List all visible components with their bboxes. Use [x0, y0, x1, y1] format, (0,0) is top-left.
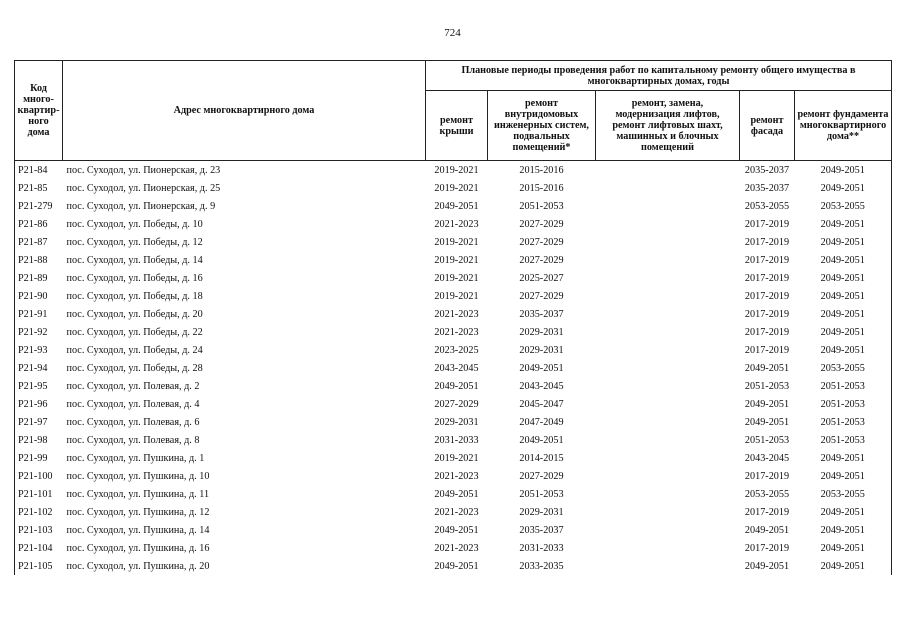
cell-facade-period: 2017-2019: [744, 542, 790, 554]
cell-facade-period: 2017-2019: [744, 344, 790, 356]
table-row: [15, 521, 892, 539]
cell-roof-period: 2049-2051: [434, 488, 479, 500]
cell-systems-period: 2049-2051: [519, 434, 564, 446]
cell-house-code: Р21-89: [15, 269, 63, 287]
cell-roof-period: 2043-2045: [434, 362, 479, 374]
cell-systems-period: 2029-2031: [519, 344, 564, 356]
cell-house-code: Р21-101: [15, 485, 63, 503]
cell-facade-period: 2017-2019: [744, 290, 790, 302]
cell-lifts-period: [596, 305, 740, 323]
cell-foundation-period: 2051-2053: [795, 413, 892, 431]
table-row: [15, 377, 892, 395]
header-facade-repair: ремонт фасада: [740, 91, 795, 161]
cell-roof-period: 2021-2023: [434, 542, 479, 554]
cell-address: пос. Суходол, ул. Победы, д. 10: [66, 218, 203, 230]
cell-facade-period: 2049-2051: [744, 524, 790, 536]
cell-lifts-period: [596, 161, 740, 180]
table-row: [15, 467, 892, 485]
table-row: [15, 233, 892, 251]
cell-address: пос. Суходол, ул. Победы, д. 20: [66, 308, 203, 320]
cell-lifts-period: [596, 197, 740, 215]
cell-facade-period: 2051-2053: [744, 380, 790, 392]
cell-lifts-period: [596, 215, 740, 233]
cell-foundation-period: 2049-2051: [795, 503, 892, 521]
cell-roof-period: 2019-2021: [434, 452, 479, 464]
cell-address: пос. Суходол, ул. Полевая, д. 8: [66, 434, 200, 446]
cell-lifts-period: [596, 467, 740, 485]
cell-facade-period: 2017-2019: [744, 326, 790, 338]
cell-systems-period: 2051-2053: [519, 488, 564, 500]
table-row: [15, 179, 892, 197]
cell-address: пос. Суходол, ул. Победы, д. 24: [66, 344, 203, 356]
cell-foundation-period: 2049-2051: [795, 323, 892, 341]
cell-house-code: Р21-88: [15, 251, 63, 269]
cell-systems-period: 2025-2027: [519, 272, 564, 284]
table-row: [15, 269, 892, 287]
cell-foundation-period: 2053-2055: [795, 359, 892, 377]
table-row: [15, 341, 892, 359]
cell-foundation-period: 2049-2051: [795, 449, 892, 467]
cell-house-code: Р21-105: [15, 557, 63, 575]
cell-house-code: Р21-279: [15, 197, 63, 215]
cell-house-code: Р21-96: [15, 395, 63, 413]
cell-facade-period: 2017-2019: [744, 218, 790, 230]
table-row: [15, 197, 892, 215]
table-header: [15, 61, 892, 161]
cell-house-code: Р21-100: [15, 467, 63, 485]
cell-facade-period: 2053-2055: [744, 200, 790, 212]
table-row: [15, 539, 892, 557]
cell-facade-period: 2049-2051: [744, 362, 790, 374]
cell-roof-period: 2027-2029: [434, 398, 479, 410]
table-row: [15, 485, 892, 503]
cell-address: пос. Суходол, ул. Пушкина, д. 16: [66, 542, 210, 554]
cell-lifts-period: [596, 395, 740, 413]
cell-house-code: Р21-98: [15, 431, 63, 449]
cell-facade-period: 2017-2019: [744, 506, 790, 518]
cell-house-code: Р21-84: [15, 161, 63, 180]
cell-lifts-period: [596, 341, 740, 359]
cell-roof-period: 2019-2021: [434, 182, 479, 194]
cell-address: пос. Суходол, ул. Пионерская, д. 25: [66, 182, 221, 194]
header-roof-repair: ремонт крыши: [426, 91, 488, 161]
table-row: [15, 287, 892, 305]
cell-foundation-period: 2049-2051: [795, 539, 892, 557]
cell-house-code: Р21-92: [15, 323, 63, 341]
table-row: [15, 503, 892, 521]
cell-house-code: Р21-87: [15, 233, 63, 251]
cell-lifts-period: [596, 539, 740, 557]
header-foundation-repair: ремонт фундамента многоквартирного дома**: [795, 91, 892, 161]
cell-address: пос. Суходол, ул. Победы, д. 28: [66, 362, 203, 374]
cell-systems-period: 2049-2051: [519, 362, 564, 374]
cell-foundation-period: 2053-2055: [795, 485, 892, 503]
cell-address: пос. Суходол, ул. Пионерская, д. 23: [66, 164, 221, 176]
cell-address: пос. Суходол, ул. Пушкина, д. 14: [66, 524, 210, 536]
table-row: [15, 359, 892, 377]
cell-house-code: Р21-93: [15, 341, 63, 359]
cell-foundation-period: 2051-2053: [795, 431, 892, 449]
table-row: [15, 449, 892, 467]
cell-foundation-period: 2049-2051: [795, 557, 892, 575]
cell-roof-period: 2031-2033: [434, 434, 479, 446]
cell-house-code: Р21-85: [15, 179, 63, 197]
cell-systems-period: 2051-2053: [519, 200, 564, 212]
cell-roof-period: 2021-2023: [434, 470, 479, 482]
capital-repair-schedule-table: [14, 60, 892, 575]
table-body: [15, 161, 892, 576]
cell-roof-period: 2021-2023: [434, 218, 479, 230]
cell-address: пос. Суходол, ул. Пушкина, д. 11: [66, 488, 210, 500]
cell-systems-period: 2027-2029: [519, 470, 564, 482]
cell-roof-period: 2019-2021: [434, 236, 479, 248]
cell-address: пос. Суходол, ул. Пушкина, д. 10: [66, 470, 210, 482]
cell-systems-period: 2027-2029: [519, 254, 564, 266]
table-row: [15, 557, 892, 575]
cell-facade-period: 2017-2019: [744, 272, 790, 284]
cell-address: пос. Суходол, ул. Победы, д. 16: [66, 272, 203, 284]
cell-address: пос. Суходол, ул. Пушкина, д. 12: [66, 506, 210, 518]
cell-lifts-period: [596, 521, 740, 539]
cell-lifts-period: [596, 251, 740, 269]
cell-facade-period: 2017-2019: [744, 254, 790, 266]
cell-roof-period: 2019-2021: [434, 254, 479, 266]
cell-roof-period: 2049-2051: [434, 524, 479, 536]
cell-lifts-period: [596, 287, 740, 305]
cell-systems-period: 2045-2047: [519, 398, 564, 410]
cell-foundation-period: 2049-2051: [795, 179, 892, 197]
cell-facade-period: 2049-2051: [744, 416, 790, 428]
cell-foundation-period: 2051-2053: [795, 395, 892, 413]
cell-lifts-period: [596, 377, 740, 395]
cell-lifts-period: [596, 431, 740, 449]
cell-roof-period: 2021-2023: [434, 308, 479, 320]
cell-lifts-period: [596, 323, 740, 341]
header-engineering-systems-repair: ремонт внутридомовых инженерных систем, подвальных помещений*: [488, 91, 596, 161]
cell-address: пос. Суходол, ул. Полевая, д. 2: [66, 380, 200, 392]
cell-house-code: Р21-86: [15, 215, 63, 233]
cell-facade-period: 2035-2037: [744, 182, 790, 194]
cell-systems-period: 2027-2029: [519, 290, 564, 302]
header-address: Адрес многоквартирного дома: [63, 61, 426, 161]
cell-address: пос. Суходол, ул. Пушкина, д. 1: [66, 452, 205, 464]
cell-systems-period: 2027-2029: [519, 236, 564, 248]
cell-lifts-period: [596, 269, 740, 287]
cell-house-code: Р21-104: [15, 539, 63, 557]
cell-systems-period: 2015-2016: [519, 164, 564, 176]
cell-systems-period: 2014-2015: [519, 452, 564, 464]
cell-systems-period: 2035-2037: [519, 524, 564, 536]
cell-roof-period: 2049-2051: [434, 380, 479, 392]
cell-foundation-period: 2049-2051: [795, 467, 892, 485]
page-number: 724: [444, 27, 461, 39]
table-row: [15, 161, 892, 180]
cell-lifts-period: [596, 485, 740, 503]
cell-address: пос. Суходол, ул. Победы, д. 22: [66, 326, 203, 338]
cell-systems-period: 2031-2033: [519, 542, 564, 554]
cell-address: пос. Суходол, ул. Победы, д. 12: [66, 236, 203, 248]
cell-facade-period: 2017-2019: [744, 470, 790, 482]
cell-roof-period: 2021-2023: [434, 326, 479, 338]
cell-systems-period: 2015-2016: [519, 182, 564, 194]
table-row: [15, 431, 892, 449]
cell-facade-period: 2049-2051: [744, 560, 790, 572]
cell-foundation-period: 2049-2051: [795, 521, 892, 539]
cell-lifts-period: [596, 449, 740, 467]
cell-address: пос. Суходол, ул. Полевая, д. 4: [66, 398, 200, 410]
cell-house-code: Р21-102: [15, 503, 63, 521]
cell-roof-period: 2049-2051: [434, 200, 479, 212]
cell-facade-period: 2017-2019: [744, 236, 790, 248]
cell-foundation-period: 2049-2051: [795, 341, 892, 359]
cell-systems-period: 2033-2035: [519, 560, 564, 572]
cell-address: пос. Суходол, ул. Полевая, д. 6: [66, 416, 200, 428]
table-row: [15, 215, 892, 233]
cell-roof-period: 2023-2025: [434, 344, 479, 356]
cell-roof-period: 2019-2021: [434, 164, 479, 176]
cell-house-code: Р21-91: [15, 305, 63, 323]
cell-house-code: Р21-103: [15, 521, 63, 539]
cell-lifts-period: [596, 179, 740, 197]
cell-lifts-period: [596, 503, 740, 521]
cell-foundation-period: 2049-2051: [795, 215, 892, 233]
cell-roof-period: 2029-2031: [434, 416, 479, 428]
table-row: [15, 323, 892, 341]
cell-roof-period: 2049-2051: [434, 560, 479, 572]
cell-roof-period: 2021-2023: [434, 506, 479, 518]
cell-systems-period: 2047-2049: [519, 416, 564, 428]
cell-roof-period: 2019-2021: [434, 290, 479, 302]
table-row: [15, 413, 892, 431]
cell-house-code: Р21-94: [15, 359, 63, 377]
cell-foundation-period: 2049-2051: [795, 161, 892, 180]
cell-foundation-period: 2051-2053: [795, 377, 892, 395]
cell-facade-period: 2051-2053: [744, 434, 790, 446]
cell-lifts-period: [596, 413, 740, 431]
header-lifts-repair: ремонт, замена, модернизация лифтов, ремонт лифтовых шахт, машинных и блочных помещений: [596, 91, 740, 161]
cell-house-code: Р21-97: [15, 413, 63, 431]
table-row: [15, 395, 892, 413]
cell-facade-period: 2017-2019: [744, 308, 790, 320]
cell-address: пос. Суходол, ул. Пионерская, д. 9: [66, 200, 216, 212]
header-house-code: Код много-квартир-ного дома: [15, 61, 63, 161]
cell-facade-period: 2053-2055: [744, 488, 790, 500]
cell-house-code: Р21-99: [15, 449, 63, 467]
cell-address: пос. Суходол, ул. Победы, д. 14: [66, 254, 203, 266]
cell-foundation-period: 2053-2055: [795, 197, 892, 215]
table-row: [15, 305, 892, 323]
cell-address: пос. Суходол, ул. Победы, д. 18: [66, 290, 203, 302]
cell-facade-period: 2035-2037: [744, 164, 790, 176]
cell-foundation-period: 2049-2051: [795, 305, 892, 323]
cell-foundation-period: 2049-2051: [795, 287, 892, 305]
header-planned-periods: Плановые периоды проведения работ по капитальному ремонту общего имущества в многоквартирных домах, годы: [426, 61, 892, 91]
cell-house-code: Р21-90: [15, 287, 63, 305]
cell-systems-period: 2035-2037: [519, 308, 564, 320]
cell-systems-period: 2029-2031: [519, 506, 564, 518]
cell-foundation-period: 2049-2051: [795, 233, 892, 251]
cell-lifts-period: [596, 359, 740, 377]
cell-address: пос. Суходол, ул. Пушкина, д. 20: [66, 560, 210, 572]
cell-systems-period: 2043-2045: [519, 380, 564, 392]
cell-facade-period: 2043-2045: [744, 452, 790, 464]
cell-roof-period: 2019-2021: [434, 272, 479, 284]
cell-lifts-period: [596, 557, 740, 575]
cell-foundation-period: 2049-2051: [795, 269, 892, 287]
cell-systems-period: 2029-2031: [519, 326, 564, 338]
cell-foundation-period: 2049-2051: [795, 251, 892, 269]
cell-house-code: Р21-95: [15, 377, 63, 395]
cell-facade-period: 2049-2051: [744, 398, 790, 410]
cell-systems-period: 2027-2029: [519, 218, 564, 230]
table-row: [15, 251, 892, 269]
cell-lifts-period: [596, 233, 740, 251]
